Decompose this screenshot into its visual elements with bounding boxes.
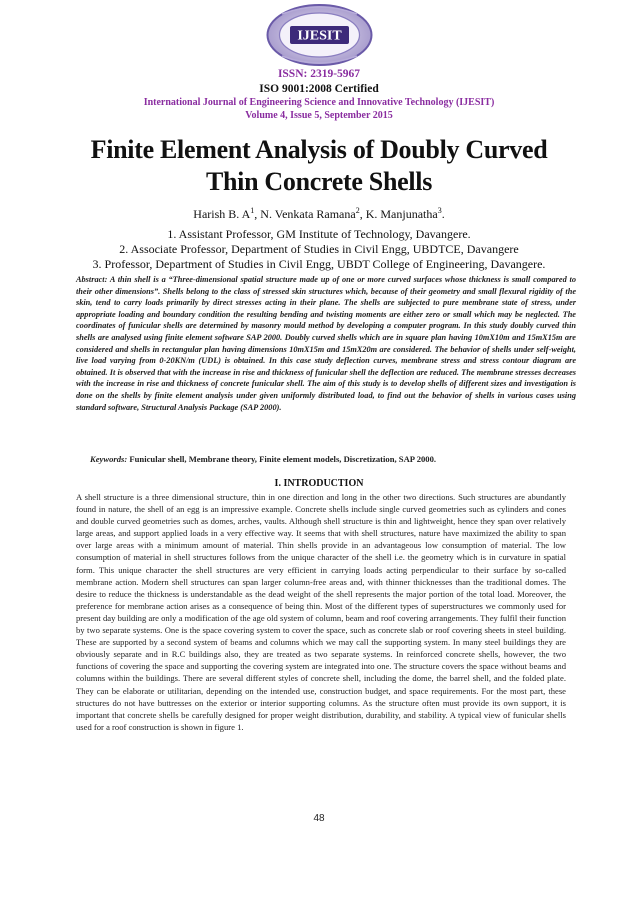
author-name: K. Manjunatha [365,207,438,221]
author-name: Harish B. A [193,207,251,221]
abstract [76,274,576,413]
author-separator: , [254,207,261,221]
keywords [90,454,580,464]
abstract-label: Abstract: [76,275,108,284]
journal-logo [262,2,377,68]
iso-certification: ISO 9001:2008 Certified [259,83,379,95]
introduction-body: A shell structure is a three dimensional structure, thin in one direction and long in the other two directions. Such structures are abundantly found in nature, the shell of an egg is an impressive example. Concrete shells include single curved geometries such as cylinders and cones and double curved geometries such as domes, arches, vaults. Although shell structure is thin and lightweight, hence they span over relatively large areas, and support applied loads in a very effective way. It seems that with shell structures, nature have maximized the ability to span over large areas with a minimum amount of material. Thin shells provide in an advantageous low consumption of material. The low consumption of material in shell structures follows from the unique character of the shell i.e. the geometry which is in curvature in spatial form. This unique character the shell structures are very efficient in carrying loads acting perpendicular to their surface by so-called membrane action. Modern shell structures can span larger column-free areas and, with thinner thicknesses than the traditional domes. The desire to reduce the thickness is understandable as the dead weight of the shell represents the major portion of the total load. Moreover, the preference for membrane action arises as a consequence of being thin. Most of the different types of superstructures we commonly used for present day building are only a modification of the age old system of column, beam and roof covering arrangements. They fulfil their function by two separate systems. One is the space covering system to cover the space, such as concrete slab or roof covering sheets in steel building. These are supported by a second system of beams and columns which we may call the supporting system. In many steel buildings they are obviously separate and in R.C buildings also, they are treated as two separate systems. In reinforced concrete shells, however, the two functions of covering the space and supporting the covering system are integrated into one. The structure covers the space without beams and columns within the buildings. There are several different styles of concrete shell, including the dome, the barrel shell, and the folded plate. They can be elaborate or utilitarian, depending on the intended use, construction budget, and space requirements. For the most part, these structures do not have buttresses on the exterior or interior supporting columns. As the structure often must provide its own support, it is important that concrete shells be carefully designed for proper weight distribution, durability, and stability. A typical view of funicular shells used for a roof construction is shown in figure 1. [76,492,566,732]
author-separator: . [441,207,445,221]
author-affiliation-mark: 3 [437,206,442,215]
logo-text: IJESIT [297,28,342,44]
paper-title-line-2: Thin Concrete Shells [205,167,433,196]
page-number: 48 [313,813,325,824]
author-affiliation-mark: 1 [250,206,255,215]
affiliation-3: 3. Professor, Department of Studies in Civil Engg, UBDT College of Engineering, Davangere. [92,257,546,271]
keywords-text: Funicular shell, Membrane theory, Finite element models, Discretization, SAP 2000. [129,454,437,464]
volume-issue: Volume 4, Issue 5, September 2015 [245,110,393,121]
affiliation-2: 2. Associate Professor, Department of Studies in Civil Engg, UBDTCE, Davangere [119,242,519,256]
keywords-label: Keywords: [90,454,128,464]
affiliation-1: 1. Assistant Professor, GM Institute of Technology, Davangere. [167,227,471,241]
issn-line: ISSN: 2319-5967 [277,68,361,80]
section-heading-introduction: I. INTRODUCTION [274,478,364,489]
author-separator: , [359,207,366,221]
author-name: N. Venkata Ramana [260,207,356,221]
paper-title-line-1: Finite Element Analysis of Doubly Curved [90,135,548,164]
journal-name: International Journal of Engineering Science and Innovative Technology (IJESIT) [143,97,495,108]
author-list [0,206,638,222]
journal-logo-emblem-icon [262,2,377,68]
paper-title [0,134,638,198]
abstract-text: A thin shell is a “Three-dimensional spatial structure made up of one or more curved surfaces whose thickness is small compared to their other dimensions”. Shells belong to the class of stressed skin structures which, because of their geometry and small flexural rigidity of the skin, tend to carry loads primarily by direct stresses acting in their plane. The shells are subjected to pure membrane state of stress, under appropriate loading and boundary condition the resulting bending and twisting moments are either zero or small which may be neglected. The coordinates of funicular shells are determined by masonry mould method by developing a computer program. In this study doubly curved thin shells are analysed using finite element software SAP 2000. Doubly curved shells which are in square plan having 10mX10m and 15mX15m are considered and shells in rectangular plan having dimensions 10mX15m and 15mX20m are considered. The behavior of shells under self-weight, live load varying from 0-20KN/m (UDL) is obtained. In this case study deflection curves, membrane stress and stress contour diagram are obtained. It is observed that with the increase in rise and thickness of funicular shell the deflection are reduced. The membrane stresses decreases with the increase in rise and thickness of concrete funicular shell. The aim of this study is to develop shells of different sizes and investigation is done on the shells by finite element analysis under given uniformly distributed load, to find out the behavior of shells in various cases using standard software, Structural Analysis Package (SAP 2000). [76,275,576,412]
author-affiliation-mark: 2 [355,206,360,215]
